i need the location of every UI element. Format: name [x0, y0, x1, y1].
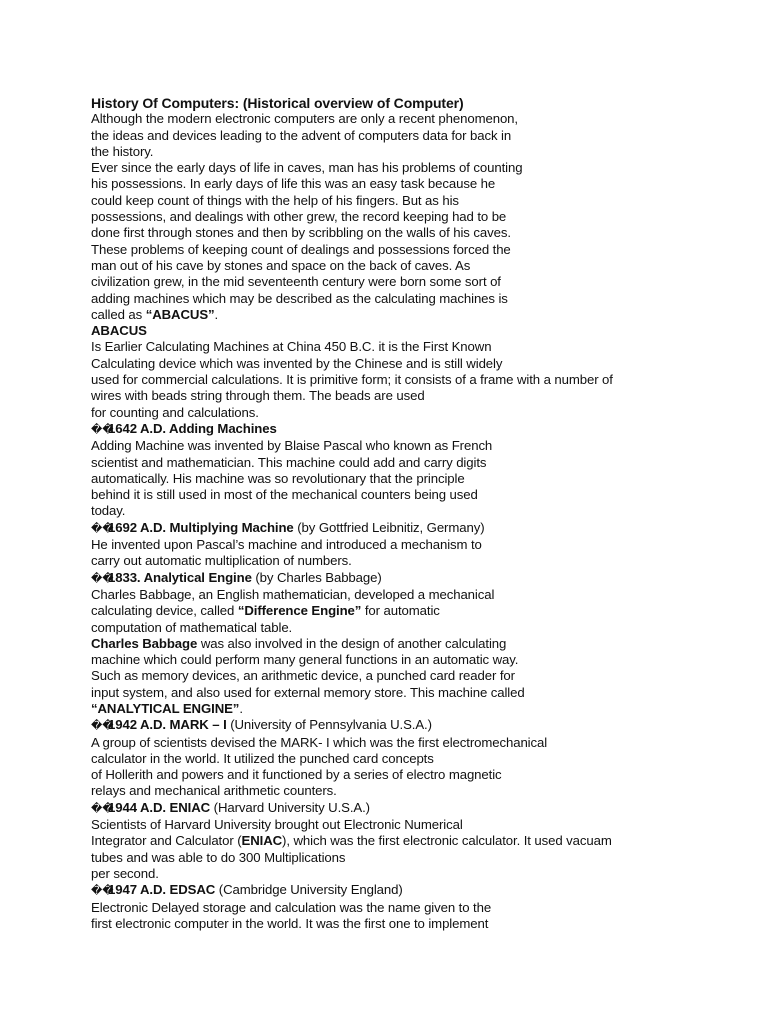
difference-engine-term: “Difference Engine”: [237, 603, 362, 619]
mark-line: A group of scientists devised the MARK- I which was the first electromechanical: [91, 734, 548, 750]
edsac-line: first electronic computer in the world. It was the first one to implement: [91, 915, 489, 931]
eniac-line-suffix: ), which was the first electronic calculator. It used vacuam: [282, 833, 612, 849]
edsac-note: (Cambridge University England): [215, 882, 403, 898]
edsac-paragraph: [91, 900, 731, 933]
multiplying-machine-title: 1692 A.D. Multiplying Machine: [108, 519, 294, 535]
intro-line: his possessions. In early days of life this was an easy task because he: [91, 176, 496, 192]
abacus-line: Calculating device which was invented by the Chinese and is still widely: [91, 355, 503, 371]
eniac-line: per second.: [91, 865, 159, 881]
babbage-line: input system, and also used for external memory store. This machine called: [91, 684, 525, 700]
analytical-engine-term: “ANALYTICAL ENGINE”: [91, 700, 240, 716]
missing-glyph-icon: ��: [91, 423, 114, 436]
missing-glyph-icon: ��: [91, 885, 114, 898]
multiplying-machine-note: (by Gottfried Leibnitiz, Germany): [293, 519, 485, 535]
babbage-line-suffix: was also involved in the design of another calculating: [197, 635, 507, 651]
difference-engine-prefix: calculating device, called: [91, 603, 238, 619]
analytical-engine-name-line: [91, 701, 731, 717]
missing-glyph-icon: ��: [91, 522, 114, 535]
analytical-engine-period: .: [239, 700, 243, 716]
intro-line: civilization grew, in the mid seventeenth century were born some sort of: [91, 274, 501, 290]
intro-line: Ever since the early days of life in caves, man has his problems of counting: [91, 160, 523, 176]
abacus-term: “ABACUS”: [145, 306, 215, 322]
multiplying-line: carry out automatic multiplication of numbers.: [91, 553, 352, 569]
analytical-line: [91, 603, 731, 619]
babbage-line: Such as memory devices, an arithmetic device, a punched card reader for: [91, 668, 515, 684]
babbage-line: machine which could perform many general functions in an automatic way.: [91, 652, 519, 668]
document-body: [91, 95, 731, 932]
multiplying-machine-paragraph: [91, 537, 731, 570]
eniac-title: 1944 A.D. ENIAC: [108, 799, 211, 815]
adding-line: today.: [91, 503, 126, 519]
analytical-line: Charles Babbage, an English mathematician, developed a mechanical: [91, 586, 495, 602]
intro-line: could keep count of things with the help of his fingers. But as his: [91, 192, 459, 208]
intro-line: These problems of keeping count of dealings and possessions forced the: [91, 241, 511, 257]
called-as-prefix: called as: [91, 306, 146, 322]
mark-i-note: (University of Pennsylvania U.S.A.): [226, 717, 432, 733]
adding-machines-title: 1642 A.D. Adding Machines: [108, 420, 277, 436]
edsac-line: Electronic Delayed storage and calculation was the name given to the: [91, 899, 492, 915]
abacus-paragraph: [91, 339, 731, 420]
adding-line: behind it is still used in most of the mechanical counters being used: [91, 487, 478, 503]
intro-line: adding machines which may be described as the calculating machines is: [91, 290, 508, 306]
intro-line: the history.: [91, 143, 154, 159]
mark-line: calculator in the world. It utilized the punched card concepts: [91, 750, 434, 766]
intro-paragraph: [91, 111, 731, 323]
charles-babbage-term: Charles Babbage: [91, 635, 198, 651]
eniac-line: [91, 833, 731, 849]
eniac-heading: [91, 800, 731, 817]
mark-line: of Hollerith and powers and it functioned by a series of electro magnetic: [91, 767, 502, 783]
eniac-note: (Harvard University U.S.A.): [210, 799, 370, 815]
mark-i-title: 1942 A.D. MARK – I: [108, 717, 227, 733]
abacus-line: used for commercial calculations. It is primitive form; it consists of a frame with a number of: [91, 372, 613, 388]
adding-machines-heading: [91, 421, 731, 438]
abacus-line: for counting and calculations.: [91, 404, 259, 420]
missing-glyph-icon: ��: [91, 802, 114, 815]
multiplying-line: He invented upon Pascal’s machine and introduced a mechanism to: [91, 537, 482, 553]
called-as-suffix: .: [214, 306, 219, 322]
analytical-engine-note: (by Charles Babbage): [251, 569, 382, 585]
mark-i-heading: [91, 717, 731, 734]
difference-engine-suffix: for automatic: [361, 603, 440, 619]
eniac-line-prefix: Integrator and Calculator (: [91, 833, 242, 849]
babbage-line: [91, 636, 731, 652]
intro-line: done first through stones and then by scribbling on the walls of his caves.: [91, 225, 511, 241]
missing-glyph-icon: ��: [91, 720, 114, 733]
mark-i-paragraph: [91, 735, 731, 800]
intro-line: Although the modern electronic computers are only a recent phenomenon,: [91, 111, 518, 127]
eniac-paragraph: [91, 817, 731, 882]
eniac-term: ENIAC: [241, 833, 283, 849]
adding-line: Adding Machine was invented by Blaise Pascal who known as French: [91, 438, 493, 454]
analytical-engine-heading: [91, 570, 731, 587]
adding-line: scientist and mathematician. This machine could add and carry digits: [91, 454, 487, 470]
intro-line: the ideas and devices leading to the advent of computers data for back in: [91, 127, 512, 143]
intro-line: possessions, and dealings with other grew, the record keeping had to be: [91, 209, 507, 225]
mark-line: relays and mechanical arithmetic counters.: [91, 783, 337, 799]
called-as-line: [91, 307, 731, 323]
intro-line: man out of his cave by stones and space on the back of caves. As: [91, 257, 471, 273]
multiplying-machine-heading: [91, 520, 731, 537]
abacus-line: Is Earlier Calculating Machines at China 450 B.C. it is the First Known: [91, 339, 492, 355]
adding-line: automatically. His machine was so revolutionary that the principle: [91, 470, 465, 486]
abacus-line: wires with beads string through them. The beads are used: [91, 388, 425, 404]
analytical-engine-paragraph: [91, 587, 731, 717]
eniac-line: Scientists of Harvard University brought out Electronic Numerical: [91, 817, 463, 833]
edsac-title: 1947 A.D. EDSAC: [108, 882, 216, 898]
edsac-heading: [91, 882, 731, 899]
missing-glyph-icon: ��: [91, 572, 114, 585]
analytical-engine-title: 1833. Analytical Engine: [108, 569, 252, 585]
abacus-heading: ABACUS: [91, 323, 147, 339]
analytical-line: computation of mathematical table.: [91, 619, 293, 635]
eniac-line: tubes and was able to do 300 Multiplications: [91, 849, 346, 865]
adding-machines-paragraph: [91, 438, 731, 519]
page-title: History Of Computers: (Historical overview of Computer): [91, 95, 464, 111]
